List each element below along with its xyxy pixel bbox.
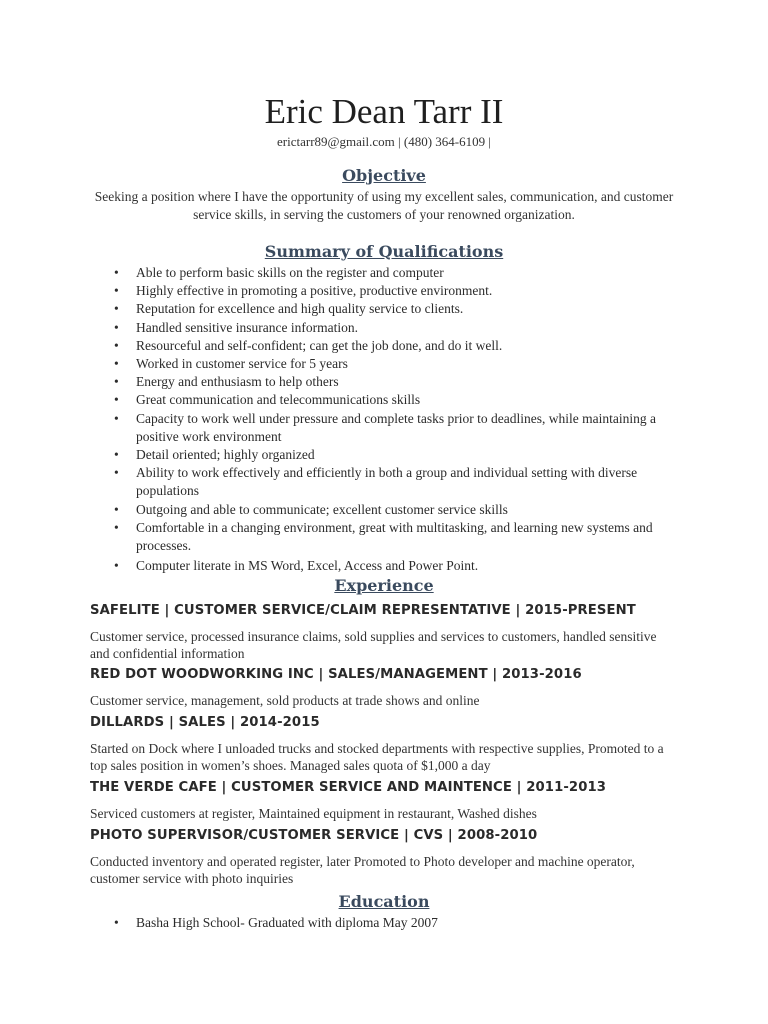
job-description-red-dot: Customer service, management, sold products at trade shows and online: [90, 693, 480, 708]
job-description-verde-cafe: Serviced customers at register, Maintained equipment in restaurant, Washed dishes: [90, 806, 537, 821]
list-item: • Energy and enthusiasm to help others: [112, 373, 692, 391]
list-item: • Able to perform basic skills on the register and computer: [112, 264, 692, 282]
job-description-dillards: Started on Dock where I unloaded trucks and stocked departments with respective supplies, Promoted to a top sales position in women’s shoes. Managed sales quota of $1,000 a day: [90, 741, 664, 773]
list-item: • Resourceful and self-confident; can get the job done, and do it well.: [112, 337, 692, 355]
experience-heading: Experience: [334, 576, 434, 595]
qualifications-heading: Summary of Qualifications: [264, 242, 504, 261]
job-heading-verde-cafe: THE VERDE CAFE | CUSTOMER SERVICE AND MAINTENCE | 2011-2013: [90, 780, 607, 795]
list-item: • Basha High School- Graduated with diploma May 2007: [112, 914, 692, 932]
job-heading-safelite: SAFELITE | CUSTOMER SERVICE/CLAIM REPRESENTATIVE | 2015-PRESENT: [90, 603, 636, 618]
list-item: • Great communication and telecommunications skills: [112, 391, 692, 409]
list-item: • Computer literate in MS Word, Excel, Access and Power Point.: [112, 557, 692, 575]
job-description-safelite: Customer service, processed insurance claims, sold supplies and services to customers, handled sensitive and confidential information: [90, 629, 657, 661]
job-heading-dillards: DILLARDS | SALES | 2014-2015: [90, 715, 320, 730]
objective-heading: Objective: [342, 166, 426, 185]
list-item: • Handled sensitive insurance information.: [112, 319, 692, 337]
candidate-name: Eric Dean Tarr II: [264, 92, 504, 131]
job-heading-red-dot: RED DOT WOODWORKING INC | SALES/MANAGEMENT | 2013-2016: [90, 667, 582, 682]
education-list: [112, 914, 692, 932]
list-item: • Outgoing and able to communicate; excellent customer service skills: [112, 501, 692, 519]
list-item: • Detail oriented; highly organized: [112, 446, 692, 464]
list-item: • Comfortable in a changing environment, great with multitasking, and learning new systems and processes.: [112, 519, 692, 555]
contact-line: erictarr89@gmail.com | (480) 364-6109 |: [277, 134, 491, 149]
education-heading: Education: [338, 892, 430, 911]
objective-text: Seeking a position where I have the opportunity of using my excellent sales, communication, and customer service skills, in serving the customers of your renowned organization.: [94, 189, 674, 223]
qualifications-list: [112, 264, 692, 575]
job-heading-cvs: PHOTO SUPERVISOR/CUSTOMER SERVICE | CVS | 2008-2010: [90, 828, 538, 843]
job-description-cvs: Conducted inventory and operated register, later Promoted to Photo developer and machine operator, customer service with photo inquiries: [90, 854, 635, 886]
list-item: • Ability to work effectively and efficiently in both a group and individual setting with diverse populations: [112, 464, 692, 500]
list-item: • Highly effective in promoting a positive, productive environment.: [112, 282, 692, 300]
list-item: • Reputation for excellence and high quality service to clients.: [112, 300, 692, 318]
list-item: • Worked in customer service for 5 years: [112, 355, 692, 373]
list-item: • Capacity to work well under pressure and complete tasks prior to deadlines, while maintaining a positive work environment: [112, 410, 692, 446]
